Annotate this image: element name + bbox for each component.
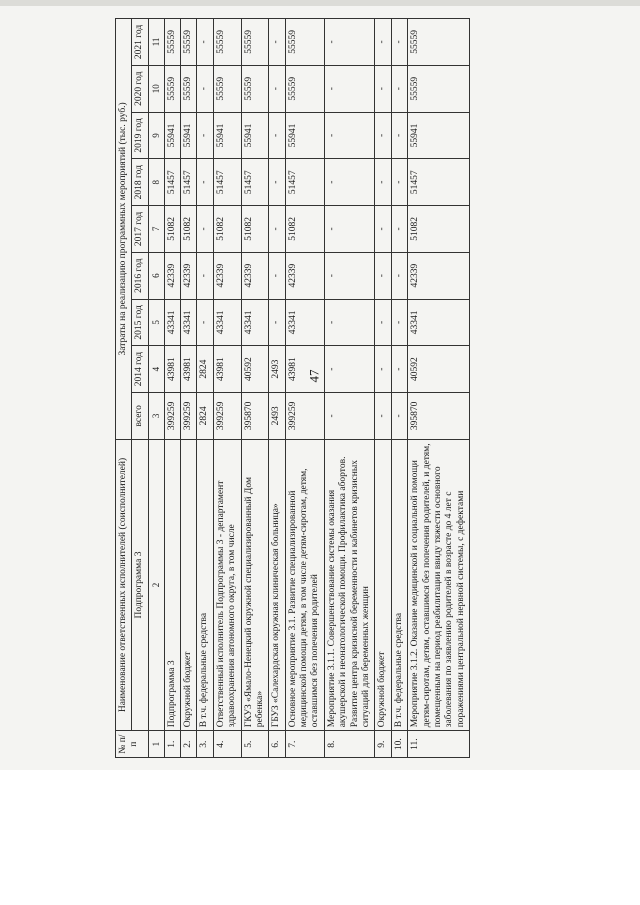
cost-cell: 55559 bbox=[408, 65, 470, 112]
cost-cell: 55559 bbox=[213, 19, 241, 66]
header-year: 2017 год bbox=[132, 206, 148, 253]
costs-table bbox=[115, 18, 470, 758]
column-index: 6 bbox=[148, 252, 164, 299]
cost-cell: - bbox=[375, 392, 391, 439]
cost-cell: - bbox=[269, 206, 285, 253]
cost-cell: 2824 bbox=[197, 346, 213, 393]
cost-cell: 42339 bbox=[213, 252, 241, 299]
cost-cell: 43341 bbox=[408, 299, 470, 346]
cost-cell: 51457 bbox=[408, 159, 470, 206]
row-number: 10. bbox=[391, 731, 407, 758]
cost-cell: - bbox=[375, 299, 391, 346]
cost-cell: - bbox=[324, 19, 375, 66]
column-index: 11 bbox=[148, 19, 164, 66]
cost-cell: 55559 bbox=[241, 19, 269, 66]
cost-cell: - bbox=[269, 159, 285, 206]
cost-cell: 399259 bbox=[285, 392, 324, 439]
cost-cell: 55559 bbox=[285, 65, 324, 112]
cost-cell: - bbox=[197, 19, 213, 66]
table-row bbox=[285, 19, 324, 758]
cost-cell: 42339 bbox=[408, 252, 470, 299]
header-num: № п/п bbox=[116, 731, 149, 758]
cost-cell: 42339 bbox=[180, 252, 196, 299]
row-name: Мероприятие 3.1.2. Оказание медицинской и социальной помощи детям-сиротам, детям, оставшимся без попечения родителей, и детям, помещенным на период реабилитации ввиду тяжести основного заболевания по заявлению родителей в возрасте до 4 лет с поражениями центральной нервной системы, с дефектами bbox=[408, 439, 470, 731]
table-row bbox=[241, 19, 269, 758]
cost-cell: 55559 bbox=[408, 19, 470, 66]
row-number: 7. bbox=[285, 731, 324, 758]
table-row bbox=[375, 19, 391, 758]
row-name: Ответственный исполнитель Подпрограммы 3 - департамент здравоохранения автономного округа, в том числе bbox=[213, 439, 241, 731]
cost-cell: - bbox=[391, 299, 407, 346]
cost-cell: - bbox=[375, 346, 391, 393]
header-name: Наименование ответственных исполнителей (соисполнителей) bbox=[116, 439, 132, 731]
cost-cell: 55559 bbox=[164, 65, 180, 112]
cost-cell: 42339 bbox=[164, 252, 180, 299]
cost-cell: - bbox=[375, 252, 391, 299]
table-row bbox=[408, 19, 470, 758]
cost-cell: - bbox=[197, 65, 213, 112]
cost-cell: 51457 bbox=[180, 159, 196, 206]
header-year: 2018 год bbox=[132, 159, 148, 206]
page-number: 47 bbox=[306, 369, 322, 383]
row-name: ГКУЗ «Ямало-Ненецкий окружной специализированный Дом ребенка» bbox=[241, 439, 269, 731]
cost-cell: - bbox=[324, 159, 375, 206]
header-year: 2020 год bbox=[132, 65, 148, 112]
cost-cell: 395870 bbox=[408, 392, 470, 439]
cost-cell: 51082 bbox=[180, 206, 196, 253]
cost-cell: 43981 bbox=[285, 346, 324, 393]
row-name: Подпрограмма 3 bbox=[164, 439, 180, 731]
cost-cell: - bbox=[269, 299, 285, 346]
cost-cell: 2493 bbox=[269, 346, 285, 393]
cost-cell: 43341 bbox=[213, 299, 241, 346]
cost-cell: - bbox=[324, 65, 375, 112]
cost-cell: 55941 bbox=[408, 112, 470, 159]
table-row bbox=[391, 19, 407, 758]
cost-cell: - bbox=[375, 19, 391, 66]
column-index: 1 bbox=[148, 731, 164, 758]
table-row bbox=[213, 19, 241, 758]
cost-cell: 55941 bbox=[164, 112, 180, 159]
cost-cell: 51457 bbox=[285, 159, 324, 206]
header-year: 2015 год bbox=[132, 299, 148, 346]
header-year: 2016 год bbox=[132, 252, 148, 299]
cost-cell: 2493 bbox=[269, 392, 285, 439]
cost-cell: - bbox=[197, 299, 213, 346]
cost-cell: 55559 bbox=[180, 65, 196, 112]
cost-cell: - bbox=[269, 19, 285, 66]
cost-cell: 55941 bbox=[180, 112, 196, 159]
cost-cell: - bbox=[391, 346, 407, 393]
cost-cell: - bbox=[324, 206, 375, 253]
table-body bbox=[164, 19, 470, 758]
cost-cell: - bbox=[197, 112, 213, 159]
cost-cell: 55941 bbox=[213, 112, 241, 159]
column-index: 5 bbox=[148, 299, 164, 346]
cost-cell: - bbox=[391, 112, 407, 159]
cost-cell: - bbox=[391, 19, 407, 66]
scan-edge bbox=[0, 0, 640, 6]
cost-cell: 55559 bbox=[164, 19, 180, 66]
row-number: 4. bbox=[213, 731, 241, 758]
cost-cell: 51082 bbox=[164, 206, 180, 253]
cost-cell: - bbox=[197, 206, 213, 253]
header-year: 2019 год bbox=[132, 112, 148, 159]
row-name: Основное мероприятие 3.1. Развитие специализированной медицинской помощи детям, в том числе детям-сиротам, детям, оставшимся без попечения родителей bbox=[285, 439, 324, 731]
row-name: В т.ч. федеральные средства bbox=[197, 439, 213, 731]
page-margin bbox=[0, 770, 640, 905]
cost-cell: 51457 bbox=[164, 159, 180, 206]
cost-cell: 42339 bbox=[285, 252, 324, 299]
row-name: Окружной бюджет bbox=[375, 439, 391, 731]
column-index: 2 bbox=[148, 439, 164, 731]
cost-cell: - bbox=[391, 392, 407, 439]
cost-cell: 2824 bbox=[197, 392, 213, 439]
cost-cell: 43341 bbox=[285, 299, 324, 346]
cost-cell: 43981 bbox=[180, 346, 196, 393]
cost-cell: - bbox=[391, 65, 407, 112]
row-name: Окружной бюджет bbox=[180, 439, 196, 731]
cost-cell: - bbox=[324, 112, 375, 159]
cost-cell: - bbox=[375, 159, 391, 206]
cost-cell: 43341 bbox=[164, 299, 180, 346]
header-costs: Затраты на реализацию программных мероприятий (тыс. руб.) bbox=[116, 19, 132, 440]
header-subprogram: Подпрограмма 3 bbox=[132, 439, 148, 731]
cost-cell: 51082 bbox=[241, 206, 269, 253]
column-index: 8 bbox=[148, 159, 164, 206]
cost-cell: 43341 bbox=[241, 299, 269, 346]
cost-cell: 399259 bbox=[213, 392, 241, 439]
cost-cell: 51457 bbox=[241, 159, 269, 206]
column-index-row bbox=[148, 19, 164, 758]
cost-cell: - bbox=[197, 159, 213, 206]
cost-cell: - bbox=[269, 252, 285, 299]
row-number: 5. bbox=[241, 731, 269, 758]
cost-cell: 55559 bbox=[213, 65, 241, 112]
cost-cell: 43981 bbox=[213, 346, 241, 393]
cost-cell: 43981 bbox=[164, 346, 180, 393]
cost-cell: 40592 bbox=[408, 346, 470, 393]
cost-cell: - bbox=[269, 65, 285, 112]
header-year: 2014 год bbox=[132, 346, 148, 393]
cost-cell: 55559 bbox=[241, 65, 269, 112]
cost-cell: - bbox=[269, 112, 285, 159]
cost-cell: - bbox=[391, 252, 407, 299]
row-name: ГБУЗ «Салехардская окружная клиническая больница» bbox=[269, 439, 285, 731]
row-number: 8. bbox=[324, 731, 375, 758]
cost-cell: - bbox=[324, 392, 375, 439]
column-index: 7 bbox=[148, 206, 164, 253]
row-number: 9. bbox=[375, 731, 391, 758]
cost-cell: 40592 bbox=[241, 346, 269, 393]
cost-cell: - bbox=[375, 65, 391, 112]
cost-cell: - bbox=[324, 252, 375, 299]
table-row bbox=[269, 19, 285, 758]
row-number: 3. bbox=[197, 731, 213, 758]
row-number: 2. bbox=[180, 731, 196, 758]
column-index: 3 bbox=[148, 392, 164, 439]
cost-cell: 42339 bbox=[241, 252, 269, 299]
cost-cell: 55941 bbox=[241, 112, 269, 159]
column-index: 10 bbox=[148, 65, 164, 112]
cost-cell: 55559 bbox=[285, 19, 324, 66]
cost-cell: - bbox=[391, 159, 407, 206]
column-index: 9 bbox=[148, 112, 164, 159]
table-row bbox=[324, 19, 375, 758]
cost-cell: 51082 bbox=[285, 206, 324, 253]
cost-cell: - bbox=[197, 252, 213, 299]
cost-cell: 399259 bbox=[180, 392, 196, 439]
cost-cell: - bbox=[391, 206, 407, 253]
header-year: 2021 год bbox=[132, 19, 148, 66]
row-number: 6. bbox=[269, 731, 285, 758]
cost-cell: - bbox=[324, 346, 375, 393]
cost-cell: 55559 bbox=[180, 19, 196, 66]
cost-cell: 43341 bbox=[180, 299, 196, 346]
cost-cell: 51457 bbox=[213, 159, 241, 206]
table-row bbox=[164, 19, 180, 758]
cost-cell: - bbox=[375, 112, 391, 159]
cost-cell: 51082 bbox=[408, 206, 470, 253]
row-number: 11. bbox=[408, 731, 470, 758]
cost-cell: 55941 bbox=[285, 112, 324, 159]
row-name: Мероприятие 3.1.1. Совершенствование системы оказания акушерской и неонатологической помощи. Профилактика абортов. Развитие центра кризисной беременности и кабинетов кризисных ситуаций для беременных женщин bbox=[324, 439, 375, 731]
rotated-table-container bbox=[115, 18, 470, 758]
column-index: 4 bbox=[148, 346, 164, 393]
cost-cell: 399259 bbox=[164, 392, 180, 439]
row-number: 1. bbox=[164, 731, 180, 758]
header-year: всего bbox=[132, 392, 148, 439]
cost-cell: - bbox=[375, 206, 391, 253]
table-row bbox=[180, 19, 196, 758]
cost-cell: - bbox=[324, 299, 375, 346]
table-row bbox=[197, 19, 213, 758]
row-name: В т.ч. федеральные средства bbox=[391, 439, 407, 731]
cost-cell: 395870 bbox=[241, 392, 269, 439]
cost-cell: 51082 bbox=[213, 206, 241, 253]
